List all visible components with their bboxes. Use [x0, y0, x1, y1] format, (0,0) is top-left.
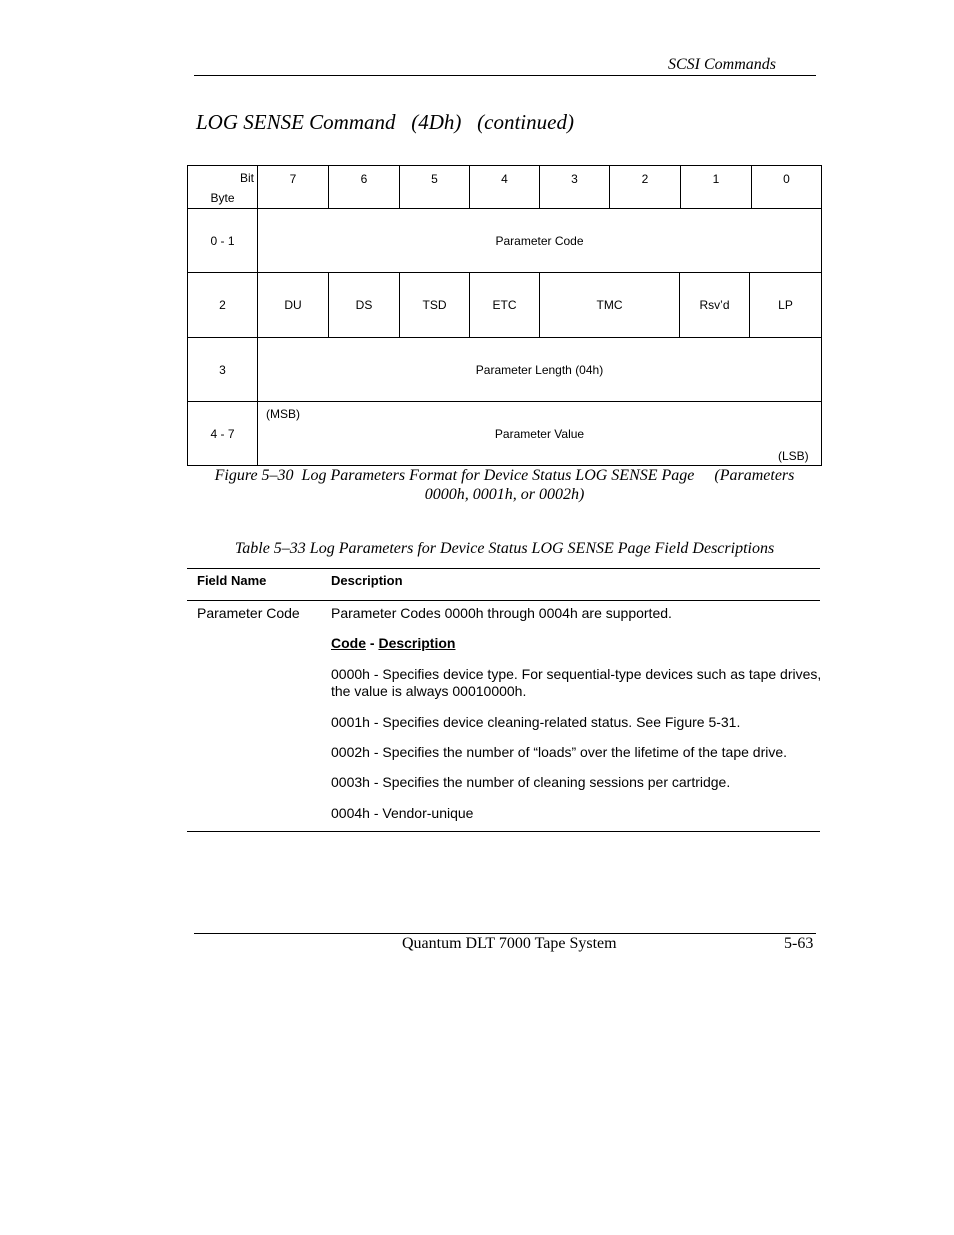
heading-dash: -	[366, 635, 379, 651]
tsd-field: TSD	[422, 298, 447, 312]
code-description-heading	[331, 635, 455, 652]
field-name-cell: Parameter Code	[197, 605, 300, 621]
figure-caption-line-1: Figure 5–30 Log Parameters Format for Device Status LOG SENSE Page (Parameters	[214, 467, 795, 484]
parameter-value-field: Parameter Value	[494, 426, 585, 441]
lp-field: LP	[778, 298, 793, 312]
bit-diagram	[187, 165, 822, 466]
table-caption: Table 5–33 Log Parameters for Device Status LOG SENSE Page Field Descriptions	[234, 540, 775, 557]
tmc-field: TMC	[596, 298, 623, 312]
bit-7-label: 7	[289, 172, 297, 186]
corner-bit-label: Bit	[239, 171, 254, 185]
code-item: 0000h - Specifies device type. For sequential-type devices such as tape drives,	[331, 666, 822, 682]
header-rule	[194, 75, 816, 76]
figure-caption-line-2: 0000h, 0001h, or 0002h)	[424, 486, 585, 503]
du-field: DU	[284, 298, 302, 312]
code-label: Code	[331, 635, 366, 651]
page-title: LOG SENSE Command (4Dh) (continued)	[196, 110, 574, 134]
bit-1-label: 1	[712, 172, 720, 186]
reserved-field: Rsv’d	[699, 298, 730, 312]
parameter-code-field: Parameter Code	[495, 233, 584, 248]
ds-field: DS	[355, 298, 373, 312]
byte-label: 4 - 7	[210, 426, 235, 441]
lsb-marker: (LSB)	[778, 449, 809, 463]
byte-label: 2	[219, 298, 226, 312]
code-item: 0002h - Specifies the number of “loads” over the lifetime of the tape drive.	[331, 744, 788, 760]
bit-3-label: 3	[571, 172, 578, 186]
table-header-rule	[187, 600, 820, 601]
description-label: Description	[378, 635, 456, 651]
description-intro: Parameter Codes 0000h through 0004h are supported.	[331, 605, 672, 621]
bit-6-label: 6	[360, 172, 368, 186]
msb-marker: (MSB)	[266, 407, 300, 421]
page-number: 5-63	[784, 935, 814, 952]
footer-title: Quantum DLT 7000 Tape System	[402, 935, 617, 952]
column-header-description: Description	[331, 573, 403, 588]
code-item: 0003h - Specifies the number of cleaning sessions per cartridge.	[331, 774, 731, 790]
bit-5-label: 5	[431, 172, 438, 186]
byte-label: 0 - 1	[210, 233, 235, 248]
footer-rule	[194, 933, 816, 934]
bit-0-label: 0	[783, 172, 790, 186]
parameter-length-field: Parameter Length (04h)	[475, 362, 604, 377]
corner-byte-label: Byte	[210, 191, 235, 205]
table-bottom-rule	[187, 831, 820, 832]
code-item: 0004h - Vendor-unique	[331, 805, 474, 821]
figure-caption	[187, 466, 822, 504]
byte-label: 3	[219, 362, 226, 377]
bit-2-label: 2	[641, 172, 649, 186]
column-header-field-name: Field Name	[197, 573, 267, 588]
bit-4-label: 4	[501, 172, 508, 186]
table-top-rule	[187, 568, 820, 569]
code-item: 0001h - Specifies device cleaning-related status. See Figure 5-31.	[331, 714, 741, 730]
code-item-continued: the value is always 00010000h.	[331, 683, 527, 699]
running-head: SCSI Commands	[668, 56, 777, 73]
etc-field: ETC	[492, 298, 517, 312]
